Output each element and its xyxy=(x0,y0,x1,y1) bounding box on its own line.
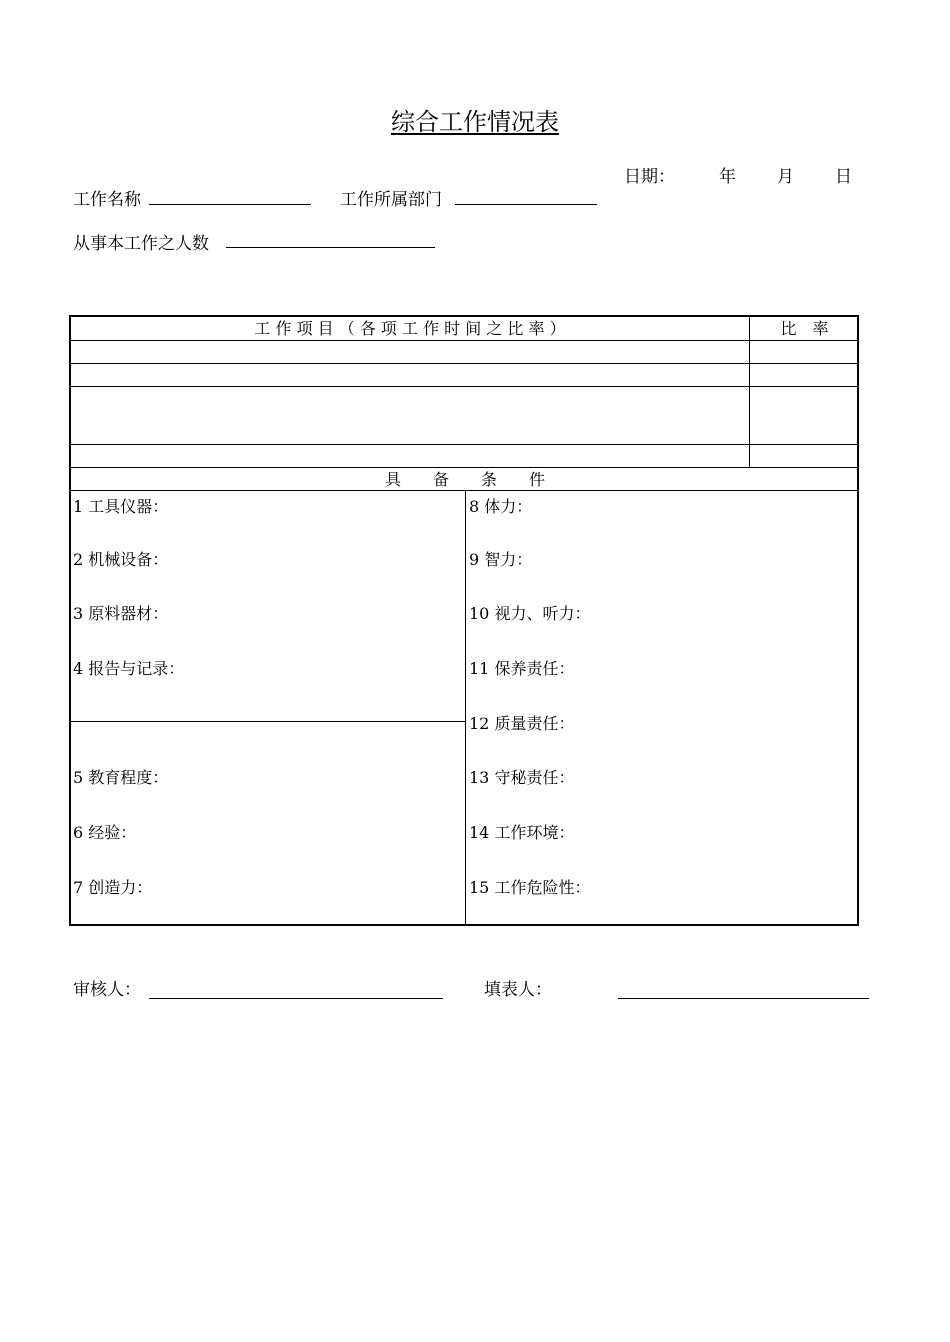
left-section-divider xyxy=(71,721,465,722)
ratio-row-2[interactable] xyxy=(751,365,857,385)
condition-experience: 6 经验： xyxy=(73,823,137,842)
date-day: 日 xyxy=(835,167,852,187)
condition-creativity: 7 创造力： xyxy=(73,878,153,897)
condition-vision-hearing: 10 视力、听力： xyxy=(469,604,591,623)
work-item-row-2[interactable] xyxy=(73,365,747,385)
work-table xyxy=(69,315,859,926)
row-divider xyxy=(71,363,859,364)
filler-field[interactable] xyxy=(618,998,869,999)
header-work-items: 工 作 项 目 （ 各 项 工 作 时 间 之 比 率 ） xyxy=(254,319,566,338)
condition-intellect: 9 智力： xyxy=(469,550,533,569)
condition-physical: 8 体力： xyxy=(469,497,533,516)
reviewer-label: 审核人： xyxy=(73,980,141,1000)
work-name-label: 工作名称 xyxy=(73,190,141,210)
work-name-field[interactable] xyxy=(149,204,311,205)
row-divider xyxy=(71,340,859,341)
date-label: 日期： xyxy=(624,167,675,187)
ratio-row-1[interactable] xyxy=(751,342,857,362)
row-divider xyxy=(71,386,859,387)
condition-quality: 12 质量责任： xyxy=(469,714,575,733)
reviewer-field[interactable] xyxy=(149,998,443,999)
condition-confidentiality: 13 守秘责任： xyxy=(469,768,575,787)
people-count-label: 从事本工作之人数 xyxy=(73,234,209,254)
filler-label: 填表人： xyxy=(484,980,552,1000)
work-item-row-4[interactable] xyxy=(73,446,747,466)
condition-danger: 15 工作危险性： xyxy=(469,878,591,897)
page-title: 综合工作情况表 xyxy=(391,108,559,136)
condition-maintenance: 11 保养责任： xyxy=(469,659,575,678)
row-divider xyxy=(71,467,859,468)
date-year: 年 xyxy=(719,167,736,187)
conditions-header: 具 备 条 件 xyxy=(384,470,545,489)
conditions-column-divider xyxy=(465,490,466,926)
people-count-field[interactable] xyxy=(226,247,435,248)
header-ratio: 比 率 xyxy=(780,319,829,338)
work-item-row-3[interactable] xyxy=(73,388,747,443)
work-item-row-1[interactable] xyxy=(73,342,747,362)
row-divider xyxy=(71,444,859,445)
condition-environment: 14 工作环境： xyxy=(469,823,575,842)
condition-reports: 4 报告与记录： xyxy=(73,659,185,678)
condition-education: 5 教育程度： xyxy=(73,768,169,787)
condition-materials: 3 原料器材： xyxy=(73,604,169,623)
ratio-row-3[interactable] xyxy=(751,388,857,443)
condition-tools: 1 工具仪器： xyxy=(73,497,169,516)
date-month: 月 xyxy=(777,167,794,187)
ratio-row-4[interactable] xyxy=(751,446,857,466)
condition-machinery: 2 机械设备： xyxy=(73,550,169,569)
department-field[interactable] xyxy=(455,204,597,205)
department-label: 工作所属部门 xyxy=(340,190,442,210)
